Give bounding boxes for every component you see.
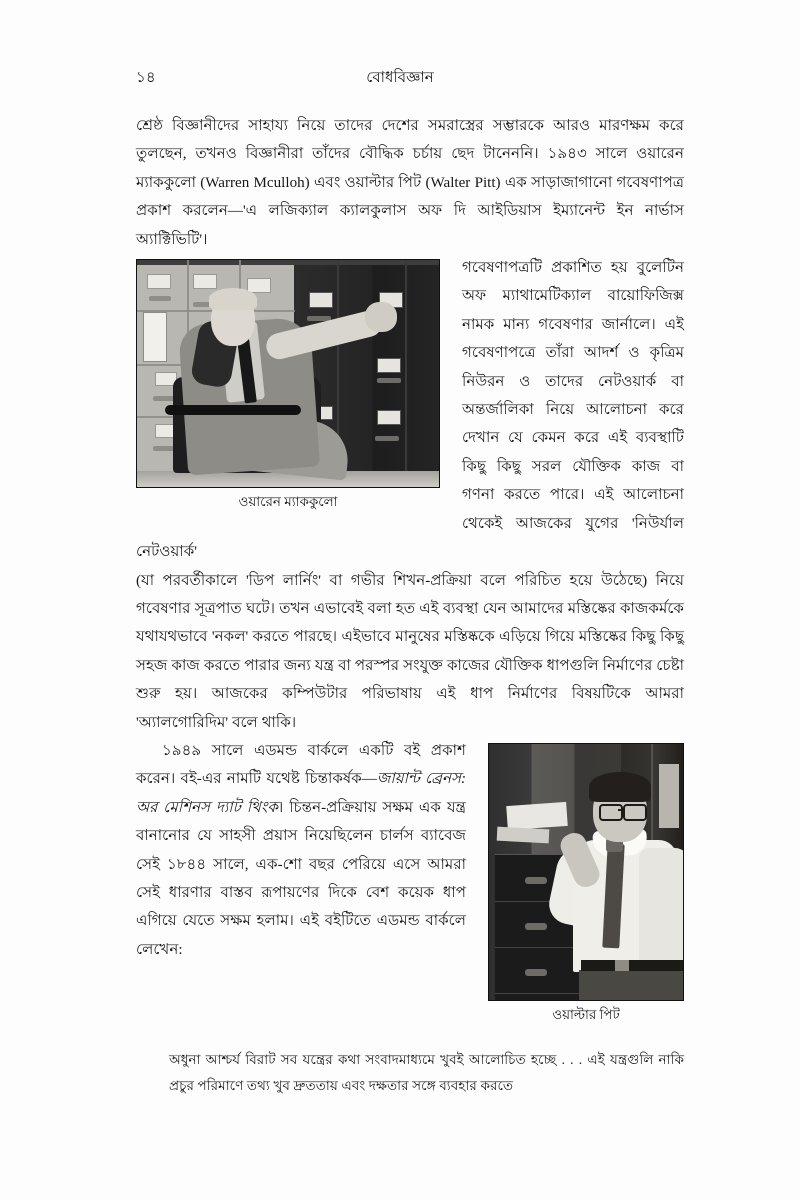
eyeglasses-left-lens	[599, 804, 623, 821]
page-content	[136, 112, 684, 1098]
figure-caption-pitts: ওয়াল্টার পিট	[552, 1006, 620, 1022]
trousers	[579, 970, 684, 1001]
wall-paper	[659, 764, 679, 828]
figure-text-block-mcculloch	[136, 254, 684, 566]
belt	[581, 960, 683, 971]
hair	[589, 772, 651, 802]
shirt-right-sleeve	[639, 848, 684, 974]
quotation-text: অধুনা আশ্চর্য বিরাট সব যন্ত্রের কথা সংবাদমাধ্যমে খুবই আলোচিত হচ্ছে . . . এই যন্ত্রগুলি নাকি প্রচুর পরিমাণে তথ্য খুব দ্রুততায় এবং দক্ষতার সঙ্গে ব্যবহার করতে	[169, 1051, 684, 1093]
paragraph-giant-brains-part1: ১৯৪৯ সালে এডমন্ড বার্কলে একটি বই প্রকাশ করেন। বই-এর নামটি যথেষ্ট চিন্তাকর্ষক—	[136, 742, 466, 788]
paragraph-deep-learning: (যা পরবর্তীকালে 'ডিপ লার্নিং' বা গভীর শিখন-প্রক্রিয়া বলে পরিচিত হয়ে উঠেছে) নিয়ে গবেষণার সূত্রপাত ঘটে। তখন এভাবেই বলা হত এই ব্যবস্থা যেন আমাদের মস্তিষ্কের কাজকর্মকে যথাযথভাবে 'নকল' করতে পারছে। এইভাবে মানুষের মস্তিষ্ককে এড়িয়ে গিয়ে মস্তিষ্কের কিছু কিছু সহজ কাজ করতে পারার জন্য যন্ত্র বা পরস্পর সংযুক্ত কাজের যৌক্তিক ধাপগুলি নির্মাণের চেষ্টা শুরু হয়। আজকের কম্পিউটার পরিভাষায় এই ধাপ নির্মাণের বিষয়টিকে আমরা 'অ্যালগোরিদিম' বলে থাকি।	[136, 572, 684, 731]
figure-warren-mcculloch	[136, 259, 440, 512]
stacked-papers	[506, 802, 568, 830]
stacked-papers-lower	[497, 827, 550, 844]
figure-caption-mcculloch: ওয়ারেন ম্যাককুলো	[238, 494, 338, 510]
belt-buckle	[615, 960, 629, 971]
photo-warren-mcculloch	[136, 259, 440, 488]
eyeglasses-bridge	[618, 809, 625, 811]
book-title-italic: জায়ান্ট ব্রেনস: অর মেশিনস দ্যাট থিংক	[136, 771, 466, 816]
figure-text-block-pitts	[136, 737, 684, 1022]
paragraph-research-journal: গবেষণাপত্রটি প্রকাশিত হয় বুলেটিন অফ ম্যাথামেটিক্যাল বায়োফিজিক্স নামক মান্য গবেষণার জার্নালে। এই গবেষণাপত্রে তাঁরা আদর্শ ও কৃত্রিম নিউরন ও তাদের নেটওয়ার্ক বা অন্তর্জালিকা নিয়ে আলোচনা করে দেখান যে কেমন করে এই ব্যবস্থাটি কিছু কিছু সরল যৌক্তিক কাজ বা গণনা করতে পারে। এই আলোচনা থেকেই আজকের যুগের 'নিউর্যাল নেটওয়ার্ক'	[136, 260, 684, 561]
paragraph-giant-brains-part2: । চিন্তন-প্রক্রিয়ায় সক্ষম এক যন্ত্র বানানোর যে সাহসী প্রয়াস নিয়েছিলেন চার্লস ব্যাবেজ সেই ১৮৪৪ সালে, এক-শো বছর পেরিয়ে এসে আমরা সেই ধারণার বাস্তব রূপায়ণের দিকে বেশ কয়েক ধাপ এগিয়ে যেতে সক্ষম হলাম। এই বইটিতে এডমন্ড বার্কলে লেখেন:	[136, 799, 467, 958]
eyeglasses-right-lens	[623, 804, 647, 821]
page-number: ১৪	[136, 70, 156, 86]
block-quotation	[169, 1047, 684, 1098]
running-head	[136, 66, 664, 88]
paragraph-opening: শ্রেষ্ঠ বিজ্ঞানীদের সাহায্য নিয়ে তাদের দেশের সমরাস্ত্রের সম্ভারকে আরও মারণক্ষম করে তুলছেন, তখনও বিজ্ঞানীরা তাঁদের বৌদ্ধিক চর্চায় ছেদ টানেননি। ১৯৪৩ সালে ওয়ারেন ম্যাককুলো (Warren Mculloh) এবং ওয়াল্টার পিট (Walter Pitt) এক সাড়াজাগানো গবেষণাপত্র প্রকাশ করলেন—'এ লজিক্যাল ক্যালকুলাস অফ দি আইডিয়াস ইম্যানেন্ট ইন নার্ভাস অ্যাক্টিভিটি'।	[136, 118, 685, 248]
running-title: বোধবিজ্ঞান	[366, 70, 434, 86]
wall-note	[143, 312, 167, 362]
hair	[209, 288, 257, 310]
chair-arm	[165, 405, 301, 415]
photo-walter-pitts	[488, 743, 684, 1001]
raised-hand	[365, 302, 397, 332]
figure-walter-pitts	[488, 743, 684, 1025]
